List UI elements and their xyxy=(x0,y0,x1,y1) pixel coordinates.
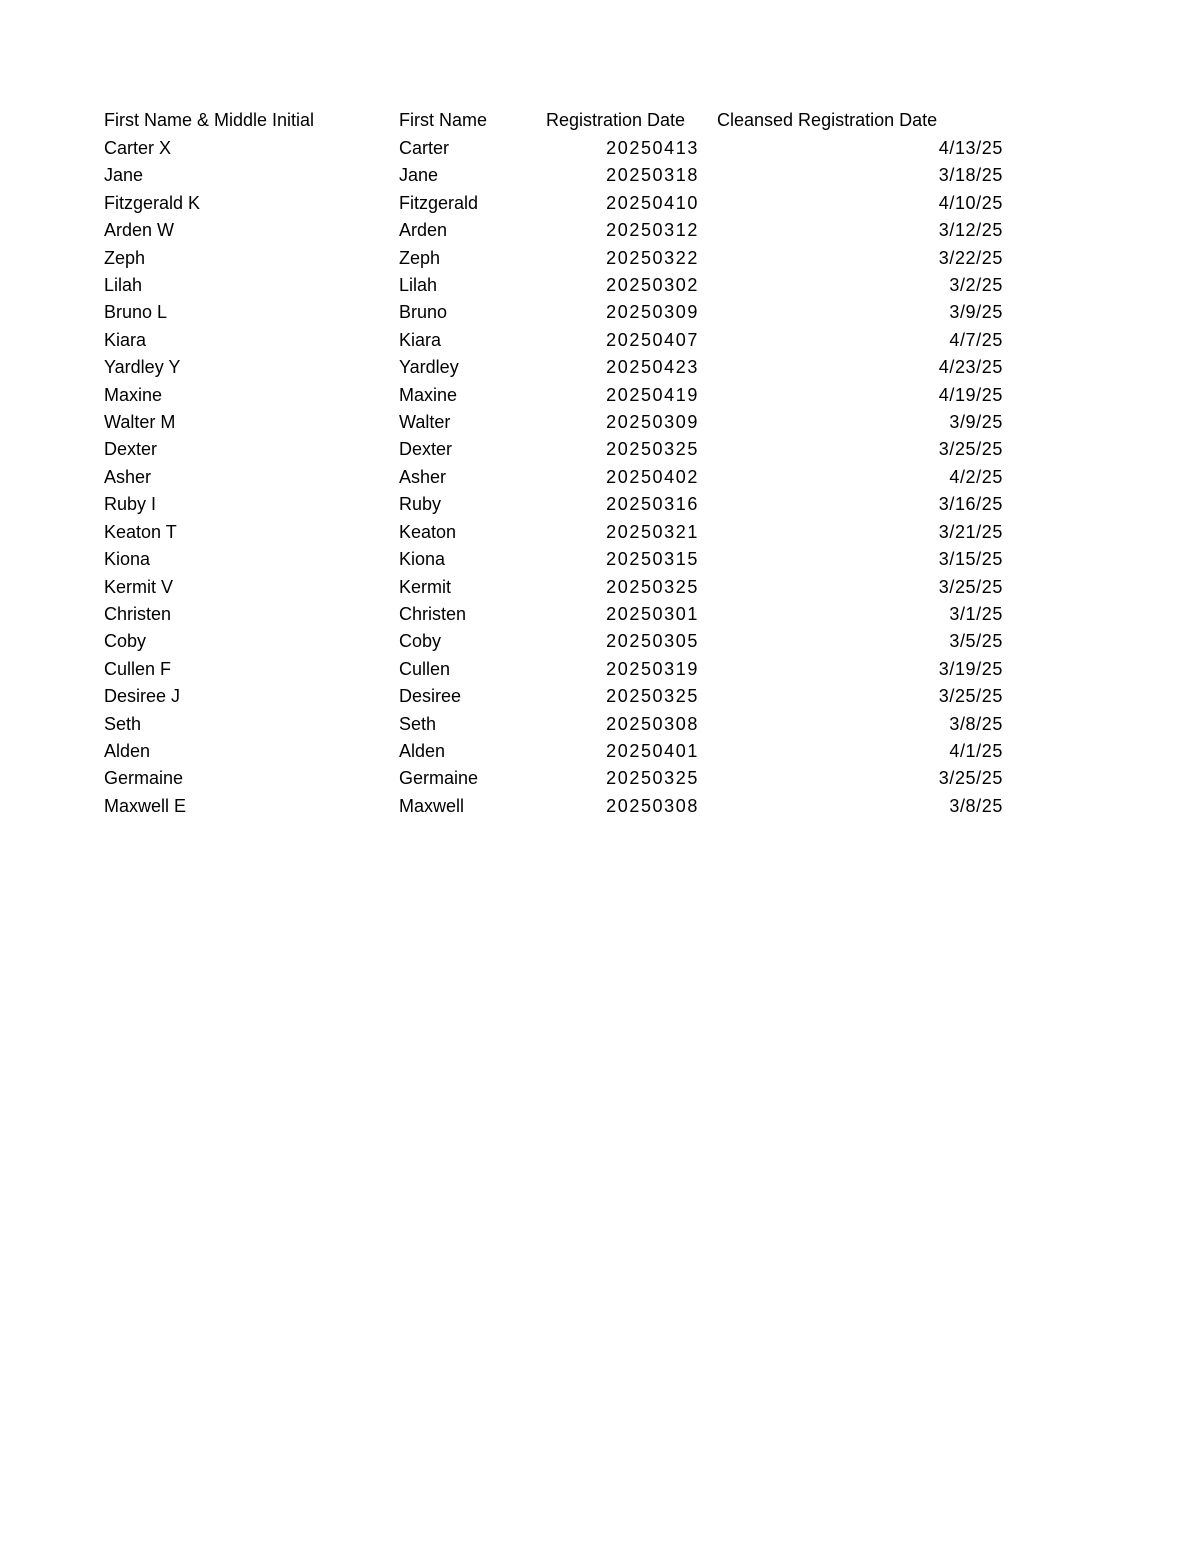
cell-full-name: Dexter xyxy=(104,439,158,460)
cell-full-name: Zeph xyxy=(104,247,146,268)
cell-first-name: Maxwell xyxy=(399,795,465,816)
cell-registration-date: 20250413 xyxy=(606,138,699,158)
table-row xyxy=(104,409,1014,436)
table-row xyxy=(104,354,1014,381)
cell-first-name: Seth xyxy=(399,713,437,734)
cell-first-name: Bruno xyxy=(399,302,448,323)
table-body xyxy=(104,135,1014,820)
cell-full-name: Alden xyxy=(104,740,151,761)
table-row xyxy=(104,327,1014,354)
cell-cleansed-date: 3/5/25 xyxy=(949,631,1003,652)
cell-full-name: Jane xyxy=(104,165,144,186)
cell-cleansed-date: 4/13/25 xyxy=(938,138,1003,158)
cell-cleansed-date: 3/19/25 xyxy=(938,658,1003,679)
cell-full-name: Kiara xyxy=(104,329,147,350)
table-row xyxy=(104,491,1014,518)
cell-first-name: Jane xyxy=(399,165,439,186)
table-row xyxy=(104,162,1014,189)
header-registration-date: Registration Date xyxy=(546,110,686,130)
cell-full-name: Maxwell E xyxy=(104,795,187,816)
cell-cleansed-date: 4/2/25 xyxy=(949,466,1003,487)
cell-cleansed-date: 4/23/25 xyxy=(938,357,1003,378)
cell-registration-date: 20250321 xyxy=(606,521,699,542)
cell-full-name: Walter M xyxy=(104,412,176,433)
cell-full-name: Desiree J xyxy=(104,686,181,707)
cell-first-name: Kiara xyxy=(399,329,442,350)
cell-cleansed-date: 3/8/25 xyxy=(949,795,1003,816)
cell-full-name: Germaine xyxy=(104,768,184,789)
cell-first-name: Fitzgerald xyxy=(399,192,479,213)
cell-registration-date: 20250309 xyxy=(606,412,699,433)
cell-registration-date: 20250301 xyxy=(606,603,699,624)
table-row xyxy=(104,601,1014,628)
cell-full-name: Christen xyxy=(104,603,172,624)
cell-cleansed-date: 3/22/25 xyxy=(938,247,1003,268)
cell-first-name: Alden xyxy=(399,740,446,761)
cell-first-name: Carter xyxy=(399,138,450,158)
table-row xyxy=(104,299,1014,326)
cell-first-name: Dexter xyxy=(399,439,453,460)
cell-registration-date: 20250325 xyxy=(606,686,699,707)
cell-cleansed-date: 3/9/25 xyxy=(949,412,1003,433)
cell-cleansed-date: 3/15/25 xyxy=(938,549,1003,570)
cell-first-name: Kermit xyxy=(399,576,452,597)
table-row xyxy=(104,793,1014,820)
cell-first-name: Germaine xyxy=(399,768,479,789)
cell-first-name: Walter xyxy=(399,412,451,433)
cell-registration-date: 20250423 xyxy=(606,357,699,378)
table-row xyxy=(104,436,1014,463)
table-row xyxy=(104,574,1014,601)
cell-registration-date: 20250319 xyxy=(606,658,699,679)
cell-full-name: Maxine xyxy=(104,384,163,405)
cell-registration-date: 20250410 xyxy=(606,192,699,213)
cell-full-name: Coby xyxy=(104,631,147,652)
table-row xyxy=(104,382,1014,409)
cell-first-name: Asher xyxy=(399,466,447,487)
cell-cleansed-date: 3/18/25 xyxy=(938,165,1003,186)
cell-registration-date: 20250325 xyxy=(606,439,699,460)
cell-full-name: Carter X xyxy=(104,138,172,158)
header-first-name: First Name xyxy=(399,110,488,130)
cell-cleansed-date: 3/1/25 xyxy=(949,603,1003,624)
table-row xyxy=(104,656,1014,683)
table-row xyxy=(104,738,1014,765)
header-full-name: First Name & Middle Initial xyxy=(104,110,315,130)
table-row xyxy=(104,519,1014,546)
cell-registration-date: 20250318 xyxy=(606,165,699,186)
cell-cleansed-date: 4/10/25 xyxy=(938,192,1003,213)
cell-cleansed-date: 3/9/25 xyxy=(949,302,1003,323)
cell-first-name: Zeph xyxy=(399,247,441,268)
cell-registration-date: 20250305 xyxy=(606,631,699,652)
cell-registration-date: 20250322 xyxy=(606,247,699,268)
cell-cleansed-date: 3/2/25 xyxy=(949,275,1003,296)
cell-cleansed-date: 3/21/25 xyxy=(938,521,1003,542)
cell-full-name: Bruno L xyxy=(104,302,168,323)
cell-first-name: Arden xyxy=(399,220,448,241)
cell-full-name: Arden W xyxy=(104,220,175,241)
table-row xyxy=(104,628,1014,655)
cell-registration-date: 20250309 xyxy=(606,302,699,323)
cell-full-name: Cullen F xyxy=(104,658,172,679)
cell-full-name: Yardley Y xyxy=(104,357,181,378)
cell-registration-date: 20250401 xyxy=(606,740,699,761)
cell-registration-date: 20250312 xyxy=(606,220,699,241)
cell-first-name: Keaton xyxy=(399,521,457,542)
cell-cleansed-date: 3/25/25 xyxy=(938,439,1003,460)
registration-table xyxy=(104,106,1014,820)
cell-cleansed-date: 3/25/25 xyxy=(938,686,1003,707)
cell-cleansed-date: 3/12/25 xyxy=(938,220,1003,241)
cell-first-name: Coby xyxy=(399,631,442,652)
cell-full-name: Seth xyxy=(104,713,142,734)
cell-first-name: Yardley xyxy=(399,357,459,378)
header-row xyxy=(104,106,1014,135)
header-cleansed-date: Cleansed Registration Date xyxy=(717,110,938,130)
table-row xyxy=(104,217,1014,244)
table-row xyxy=(104,683,1014,710)
cell-first-name: Maxine xyxy=(399,384,458,405)
cell-first-name: Kiona xyxy=(399,549,446,570)
cell-full-name: Asher xyxy=(104,466,152,487)
cell-registration-date: 20250315 xyxy=(606,549,699,570)
cell-first-name: Lilah xyxy=(399,275,438,296)
cell-full-name: Keaton T xyxy=(104,521,177,542)
cell-registration-date: 20250308 xyxy=(606,713,699,734)
cell-first-name: Christen xyxy=(399,603,467,624)
table-row xyxy=(104,464,1014,491)
cell-registration-date: 20250402 xyxy=(606,466,699,487)
cell-cleansed-date: 3/25/25 xyxy=(938,768,1003,789)
cell-registration-date: 20250419 xyxy=(606,384,699,405)
cell-full-name: Kiona xyxy=(104,549,151,570)
cell-full-name: Ruby I xyxy=(104,494,157,515)
cell-registration-date: 20250407 xyxy=(606,329,699,350)
table-row xyxy=(104,765,1014,792)
cell-cleansed-date: 3/8/25 xyxy=(949,713,1003,734)
table-row xyxy=(104,245,1014,272)
cell-registration-date: 20250325 xyxy=(606,576,699,597)
cell-first-name: Ruby xyxy=(399,494,442,515)
cell-registration-date: 20250302 xyxy=(606,275,699,296)
cell-cleansed-date: 4/19/25 xyxy=(938,384,1003,405)
cell-full-name: Fitzgerald K xyxy=(104,192,201,213)
table-row xyxy=(104,711,1014,738)
table-row xyxy=(104,190,1014,217)
cell-registration-date: 20250325 xyxy=(606,768,699,789)
table-row xyxy=(104,272,1014,299)
cell-registration-date: 20250316 xyxy=(606,494,699,515)
printed-sheet xyxy=(104,106,1014,820)
cell-full-name: Lilah xyxy=(104,275,143,296)
table-header xyxy=(104,106,1014,135)
cell-cleansed-date: 4/1/25 xyxy=(949,740,1003,761)
cell-first-name: Cullen xyxy=(399,658,451,679)
cell-cleansed-date: 3/25/25 xyxy=(938,576,1003,597)
cell-cleansed-date: 4/7/25 xyxy=(949,329,1003,350)
cell-registration-date: 20250308 xyxy=(606,795,699,816)
cell-full-name: Kermit V xyxy=(104,576,174,597)
table-row xyxy=(104,546,1014,573)
cell-cleansed-date: 3/16/25 xyxy=(938,494,1003,515)
table-row xyxy=(104,135,1014,162)
cell-first-name: Desiree xyxy=(399,686,462,707)
